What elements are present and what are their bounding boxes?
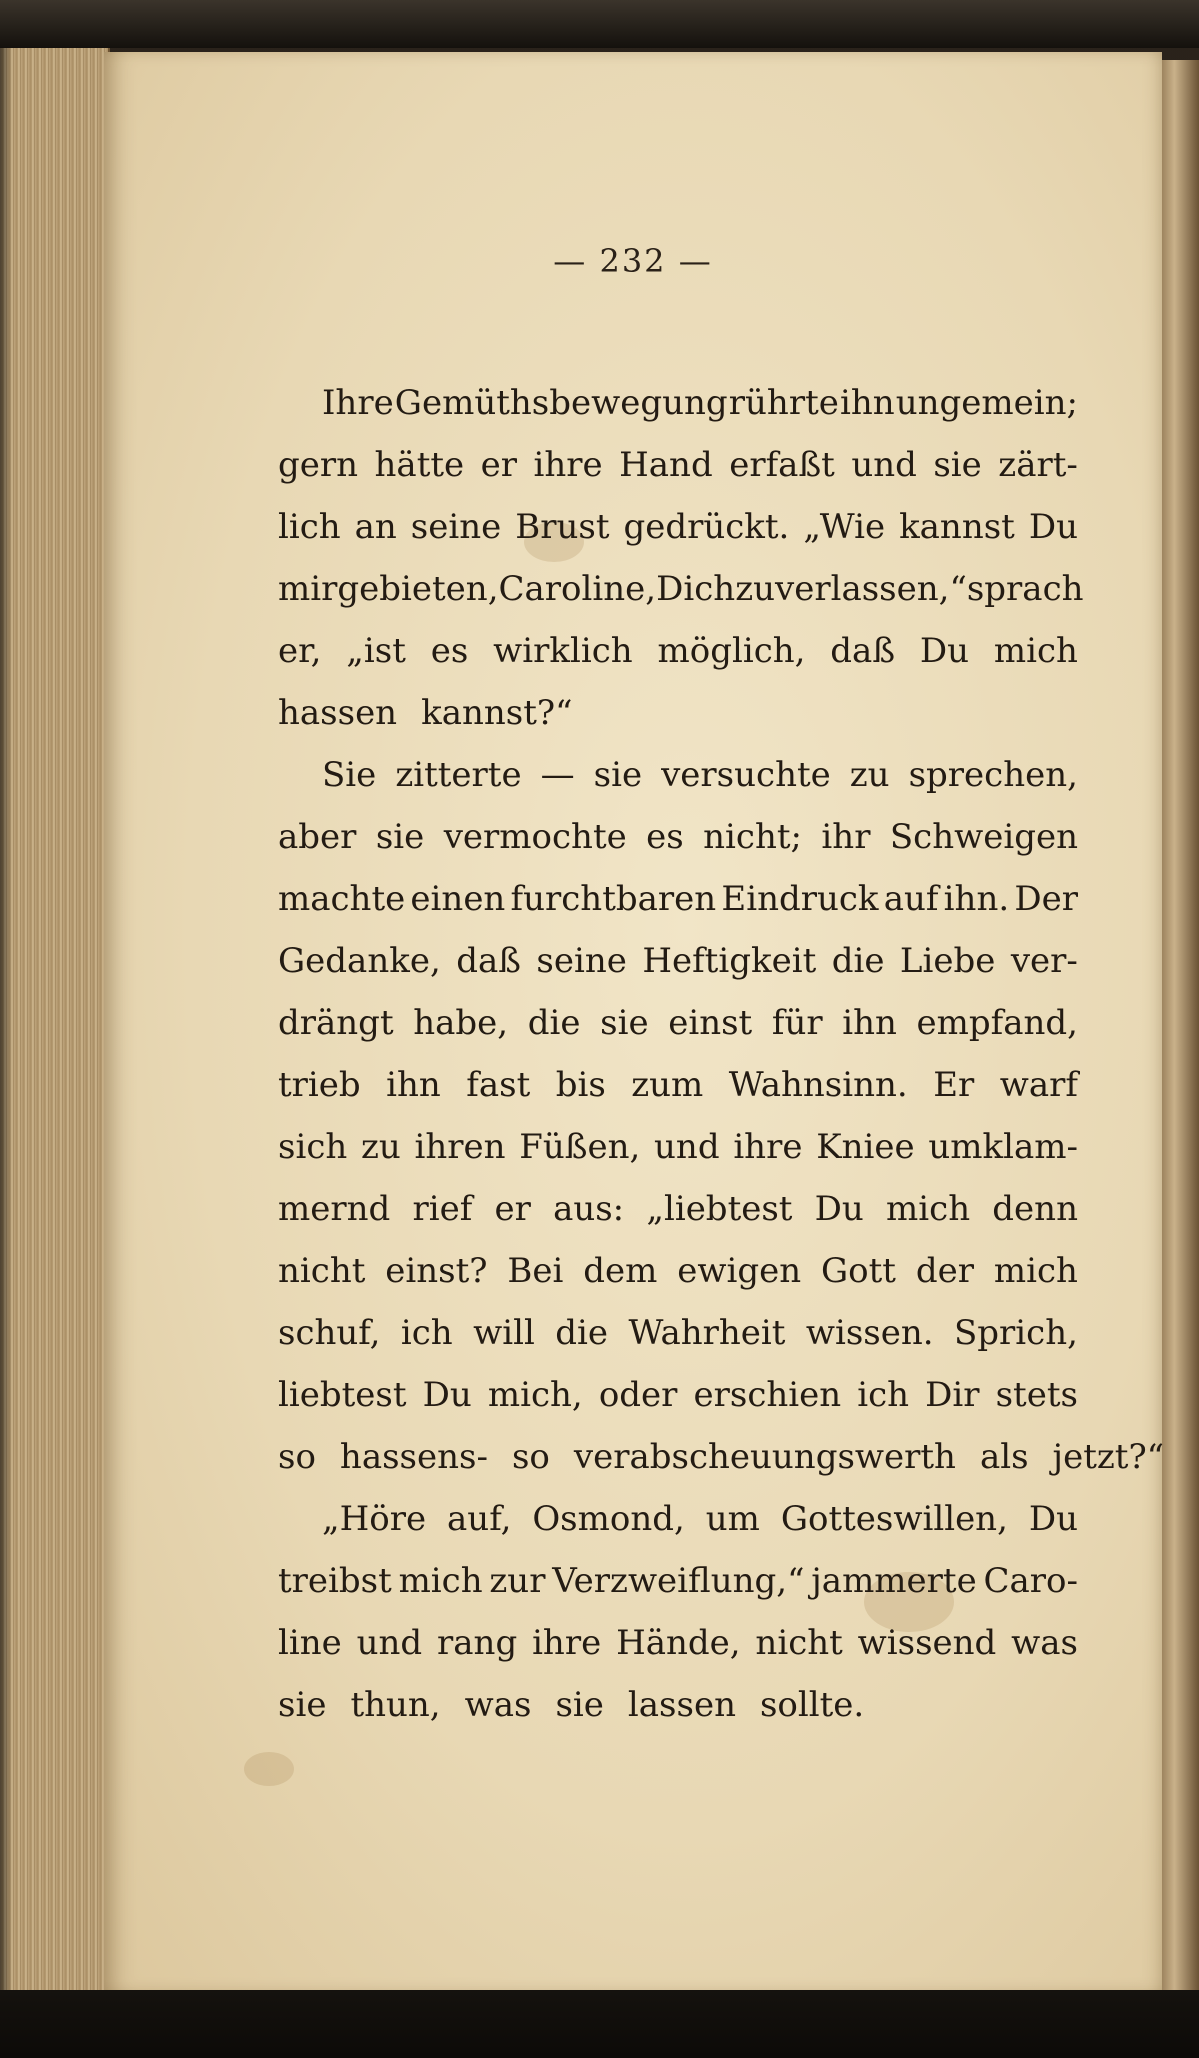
word: — [540,755,575,795]
word: sprach [966,569,1084,609]
word: als [979,1437,1029,1477]
text-line [278,868,1078,930]
word: zur [489,1561,546,1601]
word: „ist [346,631,406,671]
word: er [494,1189,531,1229]
word: verlassen,“ [775,569,967,609]
word: nicht [755,1623,843,1663]
word: Brust [515,507,610,547]
word: Liebe [899,941,996,981]
word: ihre [533,445,603,485]
word: will [473,1313,535,1353]
text-line [278,1612,1078,1674]
word: kannst [899,507,1015,547]
word: aus: [553,1189,625,1229]
text-line [278,682,1078,744]
word: line [278,1623,342,1663]
word: treibst [278,1561,392,1601]
word: ver- [1010,941,1078,981]
word: sie [593,755,643,795]
text-line [278,930,1078,992]
word: auf, [447,1499,512,1539]
word: erfaßt [729,445,835,485]
word: einst? [385,1251,488,1291]
text-line [278,1674,1078,1736]
word: wissen. [805,1313,934,1353]
word: „Höre [322,1499,427,1539]
word: Gott [821,1251,896,1291]
word: trieb [278,1065,361,1105]
word: Sprich, [954,1313,1078,1353]
text-line [278,1054,1078,1116]
word: Schweigen [889,817,1078,857]
text-line [278,1116,1078,1178]
word: rang [437,1623,518,1663]
word: Verzweiflung,“ [552,1561,805,1601]
word: um [705,1499,760,1539]
word: ich [857,1375,910,1415]
book-page [104,52,1165,1992]
word: zitterte [395,755,522,795]
word: denn [992,1189,1078,1229]
word: seine [536,941,627,981]
word: Du [1028,1499,1078,1539]
word: liebtest [278,1375,407,1415]
text-line [278,992,1078,1054]
word: sie [555,1685,604,1725]
word: sich [278,1127,348,1167]
text-line [278,1302,1078,1364]
word: drängt [278,1003,394,1043]
word: mir [278,569,338,609]
text-line [278,496,1078,558]
word: vermochte [443,817,627,857]
text-line [278,1240,1078,1302]
word: und [851,445,917,485]
word: jetzt?“ [1052,1437,1165,1477]
word: Dir [925,1375,980,1415]
word: verabscheuungswerth [573,1437,956,1477]
word: sie [278,1685,327,1725]
word: Sie [322,755,377,795]
word: furchtbaren [510,879,717,919]
book-page-edges [0,48,110,1998]
text-line [278,1426,1165,1488]
word: ihr [821,817,871,857]
word: sie [375,817,425,857]
word: wirklich [493,631,633,671]
word: wissend [857,1623,997,1663]
word: habe, [413,1003,509,1043]
word: hassen [278,693,398,733]
paper-foxing-spot [244,1752,294,1786]
word: lassen [627,1685,736,1725]
word: gebieten, [337,569,499,609]
word: Eindruck [721,879,879,919]
word: ich [400,1313,453,1353]
text-line [278,1364,1078,1426]
word: dem [583,1251,658,1291]
word: ewigen [677,1251,802,1291]
word: ihn. [943,879,1010,919]
word: und [654,1127,720,1167]
word: seine [410,507,502,547]
word: Hände, [616,1623,741,1663]
word: was [464,1685,532,1725]
word: Hand [619,445,713,485]
text-line [278,806,1078,868]
word: aber [278,817,357,857]
word: „Wie [803,507,886,547]
word: was [1011,1623,1078,1663]
text-line [278,1550,1078,1612]
word: mich [993,1251,1078,1291]
word: schuf, [278,1313,381,1353]
word: gedrückt. [623,507,790,547]
word: einst [668,1003,753,1043]
word: daß [456,941,521,981]
word: ihn [839,383,895,423]
text-line [278,434,1078,496]
word: Du [919,631,970,671]
text-line [278,372,1078,434]
word: thun, [350,1685,441,1725]
text-line [278,1178,1078,1240]
word: Caro- [983,1561,1078,1601]
word: Ihre [322,383,394,423]
word: er, [278,631,322,671]
text-line [278,1488,1078,1550]
word: empfand, [916,1003,1078,1043]
word: fast [466,1065,531,1105]
word: mernd [278,1189,391,1229]
book-edge-shadow [0,48,12,1998]
word: einen [410,879,506,919]
word: Caroline, [498,569,657,609]
word: Gemüthsbewegung [394,383,728,423]
word: rührte [728,383,839,423]
scan-top-border [0,0,1199,48]
word: rief [412,1189,473,1229]
word: erschien [693,1375,842,1415]
word: die [831,941,885,981]
text-line [278,558,1084,620]
word: zu [849,755,890,795]
word: auf [883,879,939,919]
scan-bottom-border [0,1990,1199,2058]
word: Wahnsinn. [728,1065,908,1105]
word: für [771,1003,823,1043]
word: so [511,1437,550,1477]
word: zu [735,569,775,609]
word: zärt- [998,445,1078,485]
word: sie [933,445,982,485]
word: mich [886,1189,971,1229]
word: ihn [842,1003,897,1043]
word: warf [999,1065,1078,1105]
word: Osmond, [532,1499,685,1539]
word: lich [278,507,341,547]
word: ihren [414,1127,506,1167]
word: Kniee [816,1127,915,1167]
word: die [527,1003,581,1043]
word: sie [600,1003,649,1043]
word: Bei [507,1251,564,1291]
word: Wahrheit [628,1313,786,1353]
word: sprechen, [908,755,1078,795]
word: ungemein; [895,383,1078,423]
word: möglich, [657,631,806,671]
word: er [480,445,518,485]
word: und [356,1623,423,1663]
word: ihre [733,1127,803,1167]
word: jammerte [811,1561,977,1601]
word: oder [598,1375,678,1415]
word: Er [933,1065,975,1105]
word: Gedanke, [278,941,441,981]
word: machte [278,879,406,919]
text-line [278,620,1078,682]
word: die [555,1313,609,1353]
word: zu [360,1127,401,1167]
word: nicht [278,1251,366,1291]
word: sollte. [759,1685,865,1725]
word: Du [814,1189,864,1229]
word: so [278,1437,316,1477]
word: Du [1028,507,1078,547]
word: mich [398,1561,483,1601]
word: Der [1014,879,1078,919]
word: es [646,817,684,857]
word: Dich [656,569,736,609]
word: daß [830,631,896,671]
word: kannst?“ [421,693,573,733]
word: hätte [374,445,465,485]
word: mich, [487,1375,583,1415]
word: umklam- [928,1127,1078,1167]
facing-page-edge [1158,60,1199,1990]
word: mich [993,631,1078,671]
page-number: — 232 — [553,242,713,280]
word: Du [422,1375,472,1415]
word: hassens- [339,1437,488,1477]
word: nicht; [703,817,802,857]
word: zum [631,1065,704,1105]
word: Füßen, [519,1127,641,1167]
word: der [915,1251,974,1291]
word: versuchte [661,755,831,795]
word: ihn [386,1065,441,1105]
word: Heftigkeit [642,941,817,981]
word: an [354,507,397,547]
word: „liebtest [646,1189,793,1229]
word: Gotteswillen, [780,1499,1008,1539]
word: gern [278,445,359,485]
word: stets [995,1375,1078,1415]
word: es [430,631,469,671]
body-text [278,372,1165,1736]
word: bis [555,1065,606,1105]
text-line [278,744,1078,806]
word: ihre [532,1623,602,1663]
